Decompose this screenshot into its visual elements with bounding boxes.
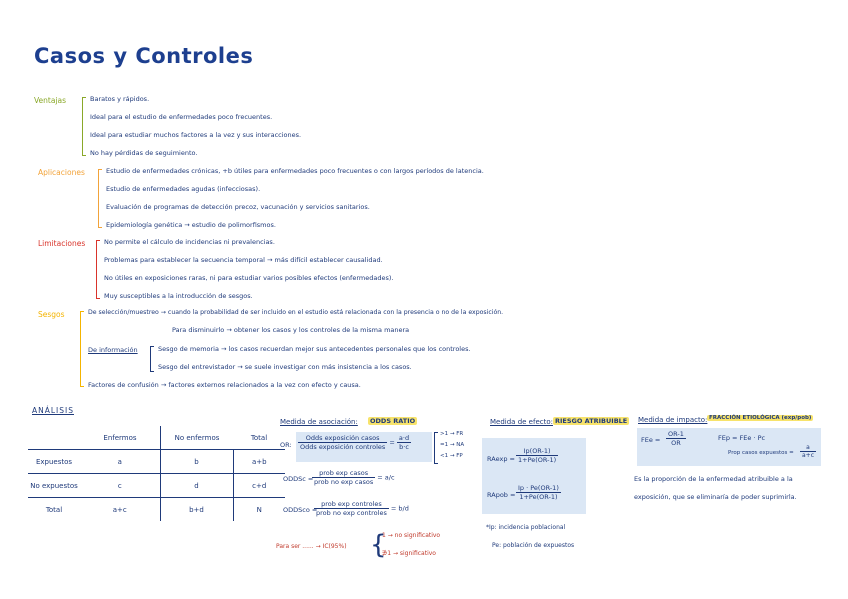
asociacion-heading: Medida de asociación:	[280, 418, 358, 426]
oddsc-den: prob no exp casos	[314, 478, 374, 486]
contingency-table	[28, 426, 285, 521]
table-cell: c+d	[233, 474, 285, 498]
fee-den: OR	[671, 439, 681, 447]
or-rules-bracket	[434, 432, 438, 464]
or-rule: >1 → FR	[440, 431, 464, 437]
col-header: No enfermos	[174, 433, 220, 442]
or-den: Odds exposición controles	[300, 443, 386, 451]
table-cell: c	[80, 474, 160, 498]
fep-sub: Prop casos expuestos =	[728, 450, 794, 456]
ic-text: Para ser ...... → IC(95%)	[276, 543, 347, 550]
sesgo-entrevistador: Sesgo del entrevistador → se suele investigar con más insistencia a los casos.	[158, 363, 412, 371]
rae-num: Ip(OR-1)	[516, 447, 558, 456]
or-rule: <1 → FP	[440, 453, 463, 459]
table-cell: a+c	[80, 498, 160, 522]
sesgo-seleccion: De selección/muestreo → cuando la probabilidad de ser incluido en el estudio está relacionada con la presencia o no de la exposición.	[88, 309, 504, 316]
row-label: Total	[28, 498, 80, 522]
rap-den: 1+Pe(OR-1)	[519, 493, 558, 501]
aplicaciones-item: Evaluación de programas de detección precoz, vacunación y servicios sanitarios.	[106, 203, 370, 211]
limitaciones-item: No útiles en exposiciones raras, ni para estudiar varios posibles efectos (enfermedades).	[104, 274, 394, 282]
oddsco-result: = b/d	[390, 504, 409, 513]
sesgo-confusion: Factores de confusión → factores externos relacionados a la vez con efecto y causa.	[88, 381, 361, 389]
efecto-legend: Pe: población de expuestos	[492, 542, 575, 549]
or-num: Odds exposición casos	[298, 434, 387, 443]
ic-brace: {	[370, 530, 387, 560]
col-header: Enfermos	[103, 433, 137, 442]
col-header: Total	[250, 433, 268, 442]
or-eq-den: b·c	[399, 443, 409, 451]
fep-frac-num: a	[800, 444, 816, 452]
section-label-aplicaciones: Aplicaciones	[38, 168, 85, 177]
aplicaciones-item: Epidemiología genética → estudio de polimorfismos.	[106, 221, 276, 229]
rap-label: RApob =	[487, 491, 516, 499]
row-label: No expuestos	[28, 474, 80, 498]
table-cell: a+b	[233, 450, 285, 474]
sesgo-informacion: De información	[88, 346, 138, 354]
fep-label: FEp = FEe · Pc	[718, 434, 766, 442]
table-cell: b	[161, 450, 234, 474]
rae-den: 1+Pe(OR-1)	[518, 456, 557, 464]
ic-option: 1 → no significativo	[382, 532, 441, 539]
oddsco-label: ODDSco =	[283, 506, 318, 514]
sesgo-seleccion-sub: Para disminuirlo → obtener los casos y los controles de la misma manera	[172, 326, 410, 334]
aplicaciones-item: Estudio de enfermedades agudas (infecciosas).	[106, 185, 261, 193]
ventajas-item: No hay pérdidas de seguimiento.	[90, 149, 198, 157]
row-label: Expuestos	[28, 450, 80, 474]
efecto-heading: Medida de efecto:	[490, 418, 553, 426]
fep-frac-den: a+c	[802, 452, 815, 459]
bracket-limitaciones	[96, 240, 100, 299]
table-cell: d	[161, 474, 234, 498]
ic-option: ∌1 → significativo	[382, 550, 436, 557]
ventajas-item: Ideal para el estudio de enfermedades poco frecuentes.	[90, 113, 273, 121]
efecto-tag: RIESGO ATRIBUIBLE	[555, 417, 628, 425]
section-label-ventajas: Ventajas	[34, 96, 67, 105]
fee-num: OR-1	[668, 430, 684, 438]
fee-label: FEe =	[641, 436, 661, 444]
or-eq-num: a·d	[398, 434, 410, 442]
or-label: OR:	[280, 441, 292, 449]
rae-label: RAexp =	[487, 455, 515, 463]
ventajas-item: Baratos y rápidos.	[90, 95, 150, 103]
or-rule: =1 → NA	[440, 442, 465, 448]
impacto-tag: FRACCIÓN ETIOLÓGICA (exp/pob)	[709, 415, 812, 421]
rap-num: Ip · Pe(OR-1)	[518, 484, 559, 492]
table-cell: a	[80, 450, 160, 474]
table-cell: N	[233, 498, 285, 522]
limitaciones-item: Muy susceptibles a la introducción de sesgos.	[104, 292, 253, 300]
oddsco-den: prob no exp controles	[316, 509, 387, 517]
bracket-informacion	[150, 346, 154, 372]
section-label-sesgos: Sesgos	[38, 310, 65, 319]
analisis-heading: ANÁLISIS	[32, 406, 74, 415]
limitaciones-item: Problemas para establecer la secuencia temporal → más difícil establecer causalidad.	[104, 256, 383, 264]
asociacion-tag: ODDS RATIO	[370, 417, 416, 425]
oddsc-label: ODDSc =	[283, 475, 314, 483]
page-title: Casos y Controles	[34, 44, 254, 68]
bracket-ventajas	[82, 97, 86, 156]
table-cell: b+d	[161, 498, 234, 522]
section-label-limitaciones: Limitaciones	[38, 239, 86, 248]
bracket-sesgos	[80, 311, 84, 387]
bracket-aplicaciones	[98, 169, 102, 228]
oddsco-num: prob exp controles	[314, 500, 389, 509]
oddsc-result: = a/c	[377, 473, 395, 482]
ventajas-item: Ideal para estudiar muchos factores a la vez y sus interacciones.	[90, 131, 302, 139]
impacto-desc: Es la proporción de la enfermedad atribuible a la exposición, que se eliminaría de poder suprimirla.	[634, 475, 797, 501]
oddsc-num: prob exp casos	[312, 469, 375, 478]
aplicaciones-item: Estudio de enfermedades crónicas, +b útiles para enfermedades poco frecuentes o con largos períodos de latencia.	[106, 167, 484, 175]
sesgo-memoria: Sesgo de memoria → los casos recuerdan mejor sus antecedentes personales que los controles.	[158, 345, 471, 353]
impacto-heading: Medida de impacto:	[638, 416, 708, 424]
efecto-legend: *Ip: incidencia poblacional	[486, 524, 566, 531]
limitaciones-item: No permite el cálculo de incidencias ni prevalencias.	[104, 238, 275, 246]
